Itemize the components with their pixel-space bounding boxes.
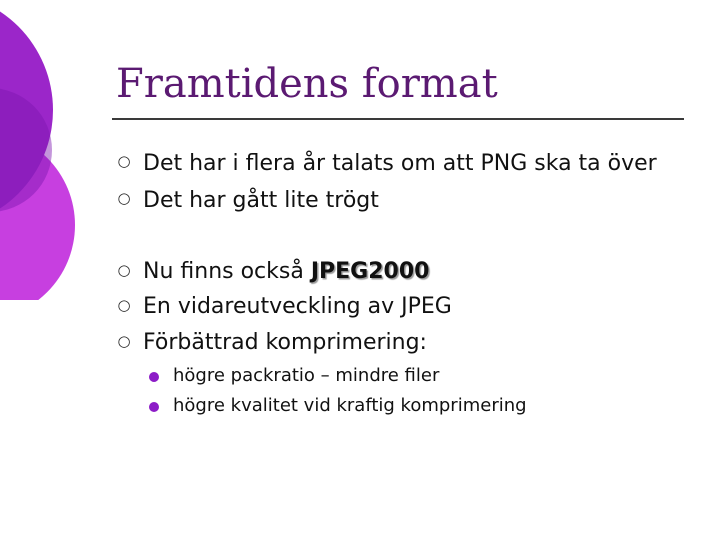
hollow-circle-bullet-icon: ○ (117, 152, 131, 170)
bullet-item-2 (143, 187, 379, 215)
hollow-circle-bullet-icon: ○ (117, 296, 131, 314)
bullet-item-5 (143, 329, 427, 357)
hollow-circle-bullet-icon: ○ (117, 189, 131, 207)
bullet-text: En vidareutveckling av JPEG (143, 294, 452, 319)
hollow-circle-bullet-icon: ○ (117, 332, 131, 350)
decorative-circles (0, 0, 110, 300)
bullet-item-1 (143, 150, 657, 178)
bullet-item-4 (143, 293, 452, 321)
bullet-text: Det har gått lite trögt (143, 188, 379, 213)
sub-bullet-text: högre kvalitet vid kraftig komprimering (173, 395, 527, 416)
filled-dot-bullet-icon (149, 402, 159, 412)
slide-title: Framtidens format (116, 61, 498, 107)
sub-bullet-item-1 (173, 364, 439, 388)
bullet-emphasis: JPEG2000 (310, 259, 430, 284)
filled-dot-bullet-icon (149, 372, 159, 382)
bullet-text: Förbättrad komprimering: (143, 330, 427, 355)
sub-bullet-item-2 (173, 394, 527, 418)
bullet-text: Det har i flera år talats om att PNG ska ta över (143, 151, 657, 176)
hollow-circle-bullet-icon: ○ (117, 261, 131, 279)
title-divider (112, 118, 684, 120)
bullet-item-3 (143, 258, 429, 286)
bullet-text: Nu finns också (143, 259, 311, 284)
sub-bullet-text: högre packratio – mindre filer (173, 365, 440, 386)
